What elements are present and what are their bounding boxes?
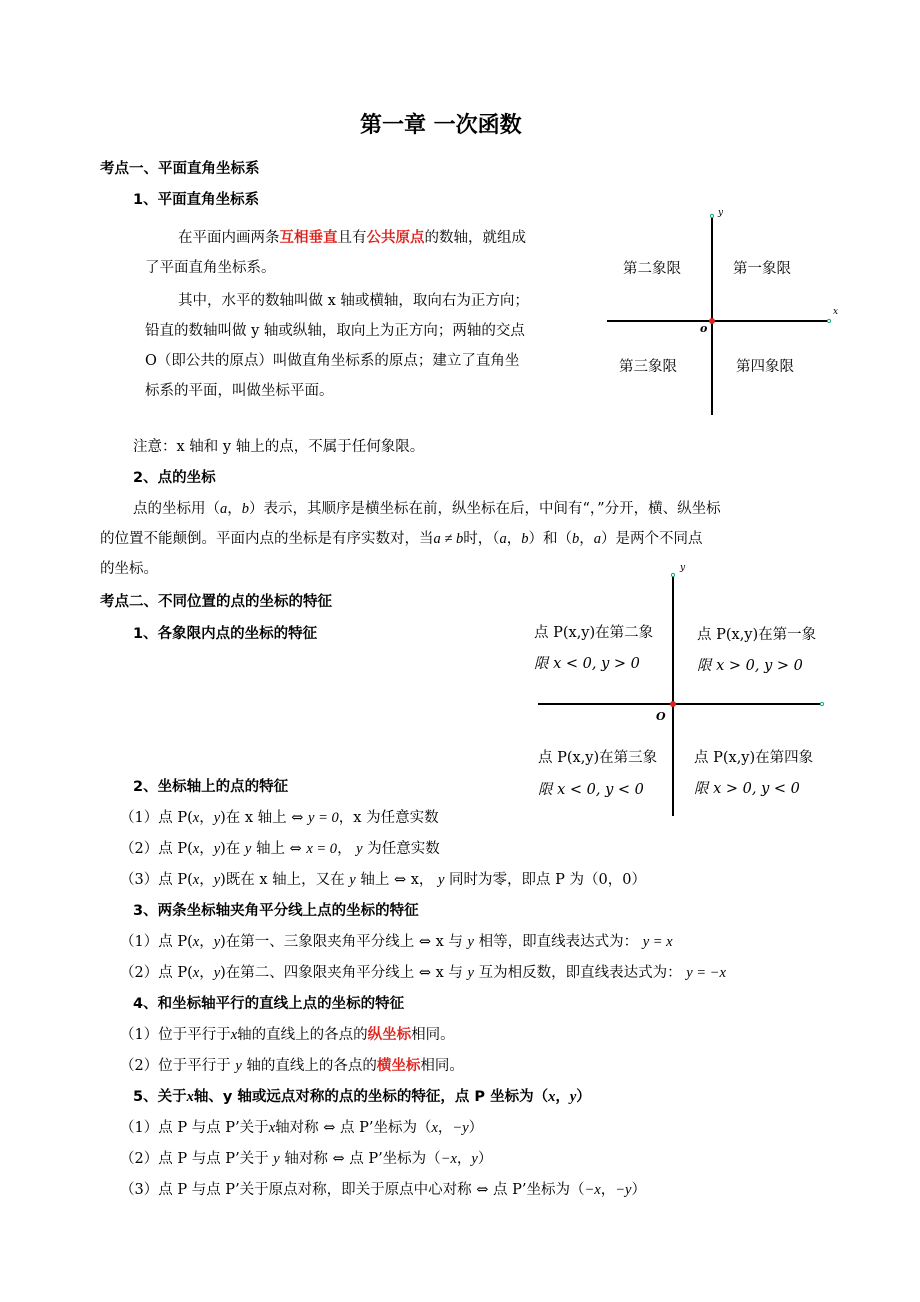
text: （2）位于平行于 [120, 1058, 236, 1074]
note: 注意：x 轴和 y 轴上的点，不属于任何象限。 [133, 439, 425, 455]
var-x: x [186, 1089, 194, 1105]
text: 轴的直线上的各点的 [241, 1058, 377, 1074]
text: ） [477, 1151, 493, 1167]
var-x: x [192, 841, 200, 857]
text: （2）点 P( [120, 965, 193, 981]
item-2-2-1 [120, 806, 439, 827]
text: （1）点 P( [120, 810, 193, 826]
text: ， [199, 872, 214, 888]
var-x: x [192, 872, 200, 888]
quadrant-2-label: 第二象限 [623, 261, 681, 277]
text: 轴上 ⇔ x， [355, 872, 438, 888]
para-1-line-2: 了平面直角坐标系。 [145, 260, 276, 276]
page-title: 第一章 一次函数 [360, 113, 522, 138]
quadrant-4-label: 点 P(x,y)在第四象 [694, 750, 814, 766]
text: ）和（ [528, 531, 572, 547]
para-1-line-1 [178, 226, 526, 247]
para-2-line-2: 铅直的数轴叫做 y 轴或纵轴，取向上为正方向；两轴的交点 [145, 323, 525, 339]
text: 轴对称 ⇔ 点 P’坐标为（ [279, 1151, 441, 1167]
text: )在 x 轴上 ⇔ [220, 810, 309, 826]
equation: y = x [642, 934, 673, 950]
quadrant-2-label: 点 P(x,y)在第二象 [534, 625, 654, 641]
highlight-text: 纵坐标 [367, 1026, 412, 1043]
text: 在平面内画两条 [178, 230, 280, 246]
var-y: y [438, 872, 445, 888]
equation: y = 0 [308, 810, 339, 826]
condition: a ≠ b [433, 531, 464, 547]
var-b: b [521, 531, 529, 547]
y-axis-end [710, 214, 713, 217]
text: 相等，即直线表达式为： [473, 934, 643, 950]
y-label: y [680, 563, 686, 573]
subheading-1-2: 2、点的坐标 [133, 470, 216, 486]
quadrant-3-condition: 限 x < 0, y < 0 [538, 782, 644, 798]
item-2-3-1 [120, 930, 673, 951]
var-y: y [467, 965, 474, 981]
text: ， [600, 1182, 616, 1198]
text: （1）点 P 与点 P’关于 [120, 1120, 269, 1136]
text: ， [579, 531, 594, 547]
var-y: y [213, 934, 221, 950]
var-y: y [244, 841, 252, 857]
x-label: x [833, 307, 839, 317]
text: 的位置不能颠倒。平面内点的坐标是有序实数对，当 [100, 531, 434, 547]
text: 轴上 ⇔ [251, 841, 307, 857]
var-a: a [593, 531, 601, 547]
text: （3）点 P( [120, 872, 193, 888]
para-3-line-3: 的坐标。 [100, 561, 158, 577]
quadrant-2-condition: 限 x < 0, y > 0 [534, 656, 640, 672]
item-2-2-2 [120, 837, 440, 858]
coordinate-diagram-2 [530, 560, 835, 818]
text: ） [468, 1120, 484, 1136]
x-axis-end [827, 319, 830, 322]
highlight-text: 横坐标 [376, 1057, 421, 1074]
var-x: x [548, 1089, 556, 1105]
var-b: b [241, 501, 249, 517]
subheading-1-1: 1、平面直角坐标系 [133, 192, 260, 208]
var-x: x [192, 965, 200, 981]
item-2-5-3 [120, 1178, 646, 1199]
origin-point [709, 318, 715, 324]
var-b: b [571, 531, 580, 547]
text: ）是两个不同点 [600, 531, 703, 547]
subheading-2-4: 4、和坐标轴平行的直线上点的坐标的特征 [133, 996, 405, 1012]
text: ） [631, 1182, 646, 1198]
text: 互为相反数，即直线表达式为： [473, 965, 687, 981]
text: （2）点 P 与点 P’关于 [120, 1151, 274, 1167]
var-y: y [213, 810, 221, 826]
text: ） [576, 1089, 591, 1105]
var-y: y [213, 841, 221, 857]
coordinate-diagram-1 [600, 205, 850, 420]
item-2-4-1 [120, 1023, 455, 1044]
var-x: x [192, 934, 200, 950]
var-y: y [471, 1151, 478, 1167]
quadrant-1-label: 点 P(x,y)在第一象 [697, 627, 817, 643]
para-2-line-3: O（即公共的原点）叫做直角坐标系的原点；建立了直角坐 [145, 353, 520, 369]
quadrant-1-condition: 限 x > 0, y > 0 [697, 658, 803, 674]
subheading-2-1: 1、各象限内点的坐标的特征 [133, 626, 318, 642]
text: 的数轴，就组成 [424, 230, 526, 246]
text: ， [199, 810, 214, 826]
para-3-line-1 [133, 497, 721, 518]
text: ， [555, 1089, 570, 1105]
item-2-5-2 [120, 1147, 492, 1168]
var-y: y [349, 872, 356, 888]
text: （2）点 P( [120, 841, 193, 857]
text: 轴、y 轴或远点对称的点的坐标的特征，点 P 坐标为（ [193, 1089, 549, 1105]
highlight-text: 公共原点 [366, 229, 425, 246]
text: 点的坐标用（ [133, 501, 220, 517]
origin-point [670, 701, 676, 707]
text: )在第一、三象限夹角平分线上 ⇔ x 与 [220, 934, 468, 950]
text: )在第二、四象限夹角平分线上 ⇔ x 与 [220, 965, 468, 981]
origin-label: O [656, 710, 666, 723]
item-2-2-3 [120, 868, 646, 889]
var-x: x [268, 1120, 276, 1136]
text: （3）点 P 与点 P’关于原点对称，即关于原点中心对称 ⇔ 点 P’坐标为（ [120, 1182, 585, 1198]
text: 且有 [337, 230, 367, 246]
y-axis-end [671, 573, 674, 576]
var-y: y [213, 965, 221, 981]
quadrant-4-label: 第四象限 [736, 359, 794, 375]
neg-x: −x [440, 1151, 457, 1167]
var-y: y [273, 1151, 280, 1167]
neg-y: −y [615, 1182, 632, 1198]
y-label: y [718, 208, 724, 218]
var-x: x [192, 810, 200, 826]
var-y: y [356, 841, 363, 857]
var-y: y [569, 1089, 577, 1105]
text: 相同。 [411, 1027, 455, 1043]
subheading-2-5 [133, 1085, 591, 1106]
neg-y: −y [452, 1120, 469, 1136]
text: 轴的直线上的各点的 [237, 1027, 368, 1043]
text: ， [337, 841, 357, 857]
text: )在 [220, 841, 245, 857]
section-heading-1: 考点一、平面直角坐标系 [100, 161, 260, 177]
text: ， [456, 1151, 472, 1167]
text: 同时为零，即点 P 为（0，0） [444, 872, 646, 888]
x-axis-end [820, 702, 823, 705]
var-a: a [220, 501, 228, 517]
var-x: x [230, 1027, 238, 1043]
equation: x = 0 [306, 841, 338, 857]
para-2-line-4: 标系的平面，叫做坐标平面。 [145, 383, 334, 399]
text: 轴对称 ⇔ 点 P’坐标为（ [275, 1120, 432, 1136]
origin-label: o [700, 322, 708, 335]
var-y: y [235, 1058, 242, 1074]
quadrant-1-label: 第一象限 [733, 261, 791, 277]
quadrant-4-condition: 限 x > 0, y < 0 [694, 781, 800, 797]
text: （1）点 P( [120, 934, 193, 950]
text: ， [199, 934, 214, 950]
text: （1）位于平行于 [120, 1027, 231, 1043]
neg-x: −x [584, 1182, 601, 1198]
para-2-line-1: 其中，水平的数轴叫做 x 轴或横轴，取向右为正方向； [178, 293, 529, 309]
item-2-5-1 [120, 1116, 483, 1137]
text: 为任意实数 [362, 841, 440, 857]
text: ， [506, 531, 522, 547]
subheading-2-2: 2、坐标轴上的点的特征 [133, 779, 289, 795]
item-2-3-2 [120, 961, 726, 982]
var-a: a [499, 531, 507, 547]
var-y: y [213, 872, 221, 888]
var-x: x [431, 1120, 438, 1136]
text: ）表示，其顺序是横坐标在前，纵坐标在后，中间有“，”分开，横、纵坐标 [249, 501, 721, 517]
text: ， [199, 965, 214, 981]
text: ， [199, 841, 214, 857]
equation: y = −x [686, 965, 726, 981]
text: ， [227, 501, 242, 517]
text: )既在 x 轴上，又在 [220, 872, 350, 888]
text: 时，（ [463, 531, 500, 547]
text: ，x 为任意实数 [338, 810, 439, 826]
text: ， [437, 1120, 453, 1136]
highlight-text: 互相垂直 [279, 229, 338, 246]
item-2-4-2 [120, 1054, 464, 1075]
subheading-2-3: 3、两条坐标轴夹角平分线上点的坐标的特征 [133, 903, 419, 919]
section-heading-2: 考点二、不同位置的点的坐标的特征 [100, 594, 332, 610]
para-3-line-2 [100, 527, 702, 548]
quadrant-3-label: 第三象限 [619, 359, 677, 375]
text: 5、关于 [133, 1089, 187, 1105]
quadrant-3-label: 点 P(x,y)在第三象 [538, 750, 658, 766]
text: 相同。 [420, 1058, 464, 1074]
var-y: y [467, 934, 474, 950]
